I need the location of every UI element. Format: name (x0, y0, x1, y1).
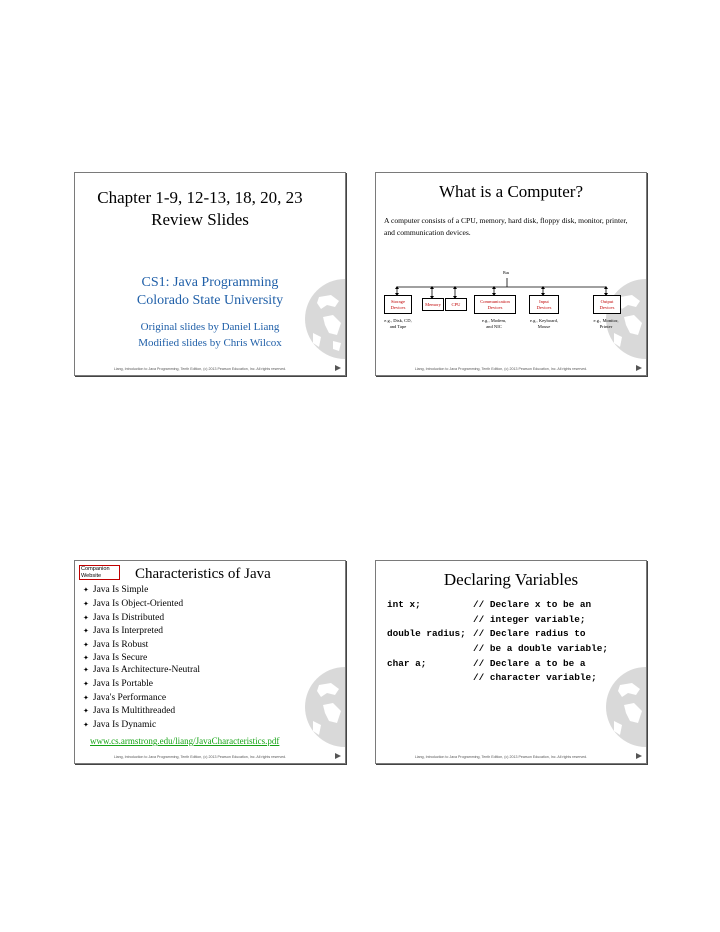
globe-watermark-icon (283, 665, 345, 749)
star-bullet-icon: ✦ (83, 707, 89, 716)
slide-java-characteristics (74, 560, 346, 764)
star-bullet-icon: ✦ (83, 586, 89, 594)
star-bullet-icon: ✦ (83, 653, 89, 662)
course-name: CS1: Java Programming (141, 275, 279, 290)
credit-modified: Modified slides by Chris Wilcox (138, 337, 282, 349)
star-bullet-icon: ✦ (83, 599, 89, 608)
code-comment: // Declare a to be a (473, 658, 586, 669)
slide1-title (75, 187, 325, 231)
example-communication: e.g., Modem, and NIC (481, 318, 507, 329)
slide-footer: Liang, Introduction to Java Programming, Tenth Edition, (c) 2013 Pearson Education, Inc. All rights reserved. (414, 367, 588, 371)
next-arrow-icon (335, 753, 341, 759)
code-decl-char: char a; (387, 658, 427, 669)
box-memory: Memory (422, 298, 444, 311)
star-bullet-icon: ✦ (83, 627, 89, 636)
code-decl-int: int x; (387, 599, 421, 610)
list-item: ✦ Java's Performance (83, 692, 167, 703)
box-input-devices: Input Devices (529, 295, 559, 314)
box-cpu: CPU (445, 298, 467, 311)
companion-website-badge[interactable]: Companion Website (79, 565, 120, 580)
code-comment: // integer variable; (473, 614, 586, 625)
list-item: ✦ Java Is Interpreted (83, 626, 164, 637)
title-line-1: Chapter 1-9, 12-13, 18, 20, 23 (97, 188, 303, 207)
star-bullet-icon: ✦ (83, 721, 89, 730)
characteristics-link[interactable]: www.cs.armstrong.edu/liang/JavaCharacteristics.pdf (90, 736, 280, 746)
slide-footer: Liang, Introduction to Java Programming, Tenth Edition, (c) 2013 Pearson Education, Inc. All rights reserved. (113, 367, 287, 371)
star-bullet-icon: ✦ (83, 613, 89, 622)
list-item: ✦ Java Is Dynamic (83, 720, 157, 731)
star-bullet-icon: ✦ (83, 665, 89, 674)
star-bullet-icon: ✦ (83, 693, 89, 702)
slide-footer: Liang, Introduction to Java Programming, Tenth Edition, (c) 2013 Pearson Education, Inc. All rights reserved. (414, 755, 588, 759)
list-item: ✦ Java Is Object-Oriented (83, 598, 184, 609)
star-bullet-icon: ✦ (83, 641, 89, 650)
title-line-2: Review Slides (151, 210, 249, 229)
university-name: Colorado State University (136, 293, 284, 308)
list-item: ✦ Java Is Multithreaded (83, 706, 176, 717)
code-comment: // character variable; (473, 672, 597, 683)
code-comment: // Declare radius to (473, 628, 586, 639)
slide-title (74, 172, 346, 376)
star-bullet-icon: ✦ (83, 679, 89, 688)
box-output-devices: Output Devices (593, 295, 621, 314)
example-storage: e.g., Disk, CD, and Tape (384, 318, 412, 329)
next-arrow-icon (335, 365, 341, 371)
slide-what-is-computer (375, 172, 647, 376)
slide2-body: A computer consists of a CPU, memory, hard disk, floppy disk, monitor, printer, and communication devices. (384, 216, 628, 237)
next-arrow-icon (636, 365, 642, 371)
list-item: ✦ Java Is Simple (83, 585, 149, 595)
slide-footer: Liang, Introduction to Java Programming, Tenth Edition, (c) 2013 Pearson Education, Inc. All rights reserved. (113, 755, 287, 759)
box-storage-devices: Storage Devices (384, 295, 412, 314)
characteristics-list (83, 584, 200, 733)
example-output: e.g., Monitor, Printer (593, 318, 619, 329)
code-comment: // be a double variable; (473, 643, 609, 654)
credit-original: Original slides by Daniel Liang (140, 321, 280, 333)
box-communication-devices: Communication Devices (474, 295, 516, 314)
slide4-title: Declaring Variables (443, 570, 579, 589)
slide-declaring-variables (375, 560, 647, 764)
next-arrow-icon (636, 753, 642, 759)
code-decl-double: double radius; (387, 628, 466, 639)
slide2-title: What is a Computer? (439, 182, 583, 201)
list-item: ✦ Java Is Distributed (83, 612, 165, 623)
bus-label: Bus (503, 270, 510, 275)
list-item: ✦ Java Is Architecture-Neutral (83, 664, 200, 675)
code-comment: // Declare x to be an (473, 599, 592, 610)
bus-diagram (376, 173, 646, 375)
list-item: ✦ Java Is Secure (83, 652, 148, 663)
list-item: ✦ Java Is Robust (83, 640, 149, 651)
example-input: e.g., Keyboard, Mouse (529, 318, 559, 329)
slide3-title: Characteristics of Java (135, 566, 271, 582)
list-item: ✦ Java Is Portable (83, 678, 154, 689)
